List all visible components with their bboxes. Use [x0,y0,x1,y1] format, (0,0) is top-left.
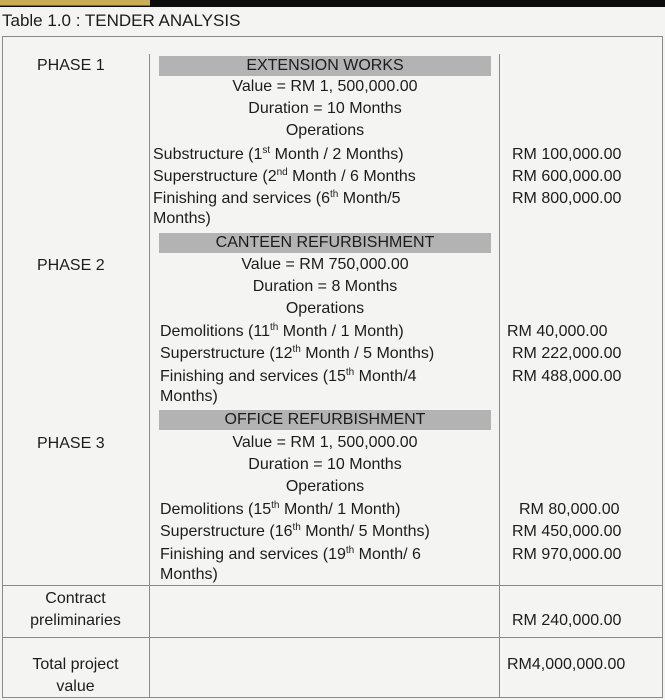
phase-3-item-3-continued: Months) [160,566,218,583]
phase-2-item-1-amount: RM 40,000.00 [507,323,608,340]
preliminaries-amount: RM 240,000.00 [512,612,622,629]
phase-2-label: PHASE 2 [37,257,105,274]
phase-3-duration: Duration = 10 Months [248,456,402,473]
phase-2-duration: Duration = 8 Months [252,278,398,295]
phase-2-item-3: Finishing and services (15th Month/4 [160,367,417,385]
phase-1-item-1: Substructure (1st Month / 2 Months) [153,145,404,163]
phase-2-value: Value = RM 750,000.00 [241,256,409,273]
phase-1-value: Value = RM 1, 500,000.00 [232,78,418,95]
phase-1-item-3: Finishing and services (6th Month/5 [153,189,401,207]
row-divider-preliminaries [2,585,663,586]
phase-3-item-3: Finishing and services (19th Month/ 6 [160,545,421,563]
phase-1-duration: Duration = 10 Months [248,100,402,117]
phase-2-item-2: Superstructure (12th Month / 5 Months) [160,344,435,362]
phase-3-item-3-amount: RM 970,000.00 [512,546,622,563]
total-label-line2: value [56,678,95,695]
phase-3-item-2: Superstructure (16th Month/ 5 Months) [160,522,430,540]
row-divider-total [2,637,663,638]
preliminaries-label-line2: preliminaries [30,612,121,629]
phase-3-label: PHASE 3 [37,435,105,452]
phase-3-value: Value = RM 1, 500,000.00 [232,434,418,451]
top-bar [0,0,665,7]
phase-1-item-3-continued: Months) [153,210,211,227]
phase-2-operations-label: Operations [285,300,365,317]
phase-3-item-1-amount: RM 80,000.00 [519,501,620,518]
total-amount: RM4,000,000.00 [507,656,626,673]
phase-1-item-1-amount: RM 100,000.00 [512,146,622,163]
phase-2-item-2-amount: RM 222,000.00 [512,345,622,362]
phase-1-label: PHASE 1 [37,57,105,74]
phase-3-item-1: Demolitions (15th Month/ 1 Month) [160,500,401,518]
phase-2-header: CANTEEN REFURBISHMENT [159,233,491,253]
phase-2-item-1: Demolitions (11th Month / 1 Month) [160,322,404,340]
phase-3-header: OFFICE REFURBISHMENT [159,410,491,430]
total-label-line1: Total project [32,656,119,673]
preliminaries-label-line1: Contract [45,590,106,607]
phase-3-item-2-amount: RM 450,000.00 [512,523,622,540]
column-divider-right [499,54,500,698]
phase-1-item-2: Superstructure (2nd Month / 6 Months [153,167,416,185]
phase-2-item-3-amount: RM 488,000.00 [512,368,622,385]
top-strip [0,0,150,6]
phase-2-item-3-continued: Months) [160,388,218,405]
phase-3-operations-label: Operations [285,478,365,495]
column-divider-left [149,54,150,698]
phase-1-item-3-amount: RM 800,000.00 [512,190,622,207]
phase-1-operations-label: Operations [285,122,365,139]
table-title: Table 1.0 : TENDER ANALYSIS [2,11,241,30]
phase-1-header: EXTENSION WORKS [159,56,491,76]
phase-1-item-2-amount: RM 600,000.00 [512,168,622,185]
